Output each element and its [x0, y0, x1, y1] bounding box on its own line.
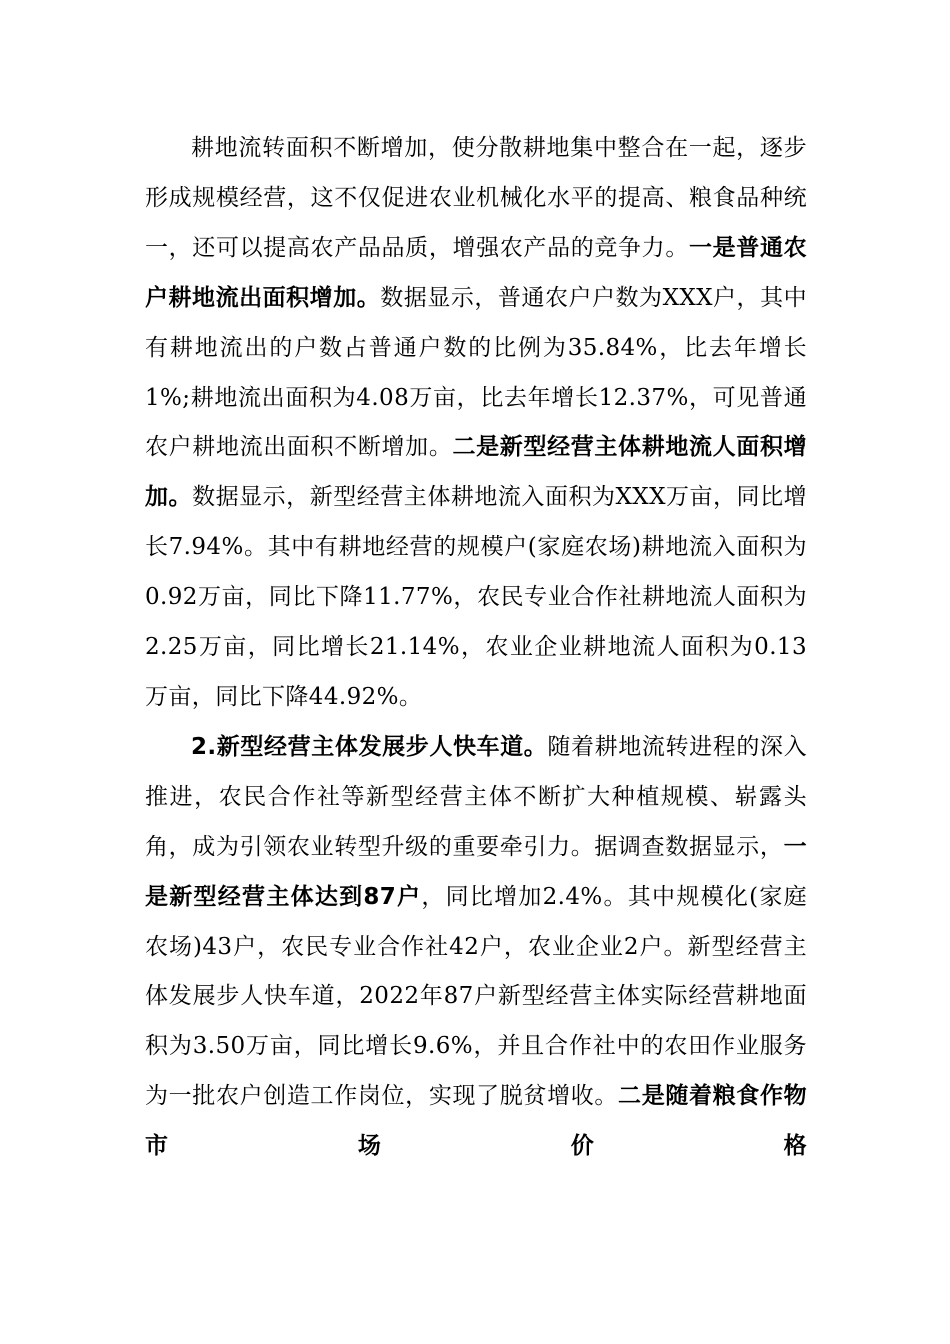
- bold-heading-point-one: 一是新型经营主体达到87户: [145, 833, 807, 910]
- bold-heading-point-two: 二是新型经营主体耕地流人面积增加。: [145, 434, 808, 511]
- paragraph-text: 数据显示，新型经营主体耕地流入面积为XXX万亩，同比增长7.94%。其中有耕地经营的规模户(家庭农场)耕地流入面积为0.92万亩，同比下降11.77%，农民专业合作社耕地流人面积为2.25万亩，同比增长21.14%，农业企业耕地流人面积为0.13万亩，同比下降44.92%。: [145, 484, 807, 710]
- paragraph-text: 数据显示，普通农户户数为XXX户，其中有耕地流出的户数占普通户数的比例为35.84%，比去年增长1%;耕地流出面积为4.08万亩，比去年增长12.37%，可见普通农户耕地流出面积不断增加。: [145, 284, 807, 461]
- paragraph-land-transfer: [145, 124, 807, 723]
- paragraph-text: 随着耕地流转进程的深入推进，农民合作社等新型经营主体不断扩大种植规模、崭露头角，成为引领农业转型升级的重要牵引力。据调查数据显示，: [145, 733, 808, 860]
- paragraph-text: 耕地流转面积不断增加，使分散耕地集中整合在一起，逐步形成规模经营，这不仅促进农业机械化水平的提高、粮食品种统一，还可以提高农产品品质，增强农产品的竞争力。: [145, 135, 807, 261]
- bold-heading-point-two: 二是随着粮食作物市场价格: [145, 1083, 808, 1160]
- bold-heading-point-one: 一是普通农户耕地流出面积增加。: [145, 234, 808, 311]
- paragraph-new-entities: [145, 723, 807, 1172]
- paragraph-text: ，同比增加2.4%。其中规模化(家庭农场)43户，农民专业合作社42户，农业企业2户。新型经营主体发展步人快车道，2022年87户新型经营主体实际经营耕地面积为3.50万亩，同比增长9.6%，并且合作社中的农田作业服务为一批农户创造工作岗位，实现了脱贫增收。: [145, 883, 808, 1110]
- document-page: [145, 124, 807, 1172]
- section-heading: 2.新型经营主体发展步人快车道。: [191, 733, 548, 760]
